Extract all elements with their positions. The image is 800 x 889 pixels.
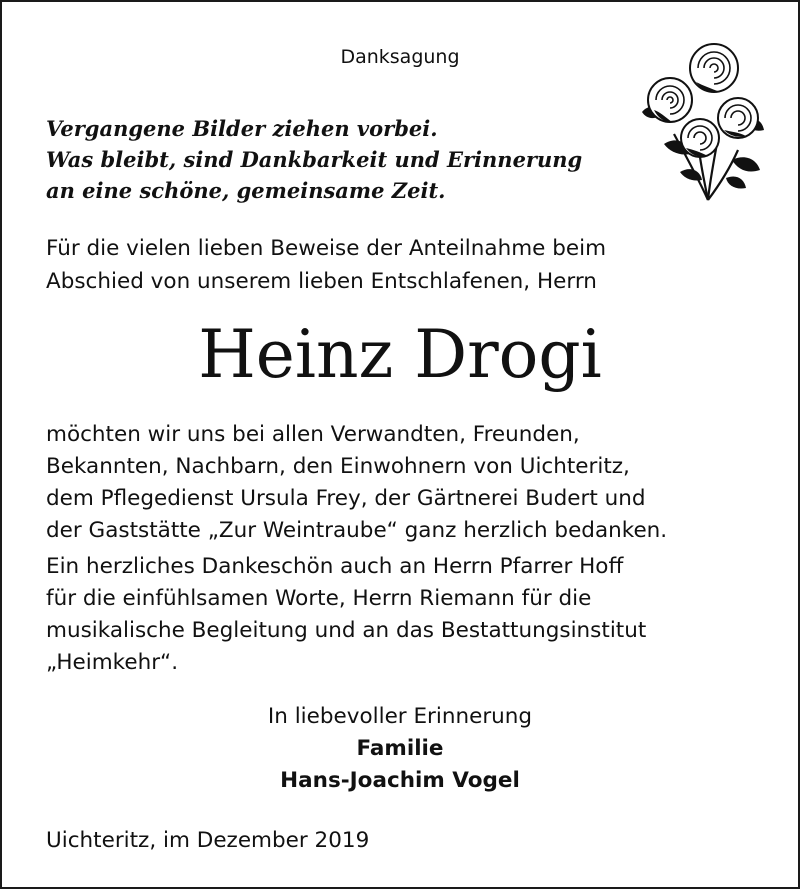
thanks-line-4: der Gaststätte „Zur Weintraube“ ganz herzlich bedanken. <box>46 518 668 543</box>
thanks-line-1: möchten wir uns bei allen Verwandten, Freunden, <box>46 422 580 447</box>
poem-line-3: an eine schöne, gemeinsame Zeit. <box>46 178 446 203</box>
notice-heading: Danksagung <box>340 46 460 68</box>
extra-thanks-line-2: für die einfühlsamen Worte, Herrn Riemann für die <box>46 586 592 611</box>
poem-line-2: Was bleibt, sind Dankbarkeit und Erinnerung <box>46 147 583 172</box>
intro-line-2: Abschied von unserem lieben Entschlafenen, Herrn <box>46 269 597 294</box>
family-label: Familie <box>356 736 444 761</box>
roses-bouquet-icon <box>634 38 766 204</box>
deceased-name: Heinz Drogi <box>198 316 602 393</box>
thanks-line-3: dem Pflegedienst Ursula Frey, der Gärtnerei Budert und <box>46 486 646 511</box>
extra-thanks-line-4: „Heimkehr“. <box>46 650 179 675</box>
place-date: Uichteritz, im Dezember 2019 <box>46 828 370 853</box>
intro-line-1: Für die vielen lieben Beweise der Anteilnahme beim <box>46 236 607 261</box>
family-name: Hans-Joachim Vogel <box>280 768 520 793</box>
poem-line-1: Vergangene Bilder ziehen vorbei. <box>46 116 438 141</box>
extra-thanks-line-3: musikalische Begleitung und an das Bestattungsinstitut <box>46 618 647 643</box>
extra-thanks-line-1: Ein herzliches Dankeschön auch an Herrn Pfarrer Hoff <box>46 554 624 579</box>
thanks-line-2: Bekannten, Nachbarn, den Einwohnern von Uichteritz, <box>46 454 630 479</box>
closing-line: In liebevoller Erinnerung <box>267 704 533 729</box>
